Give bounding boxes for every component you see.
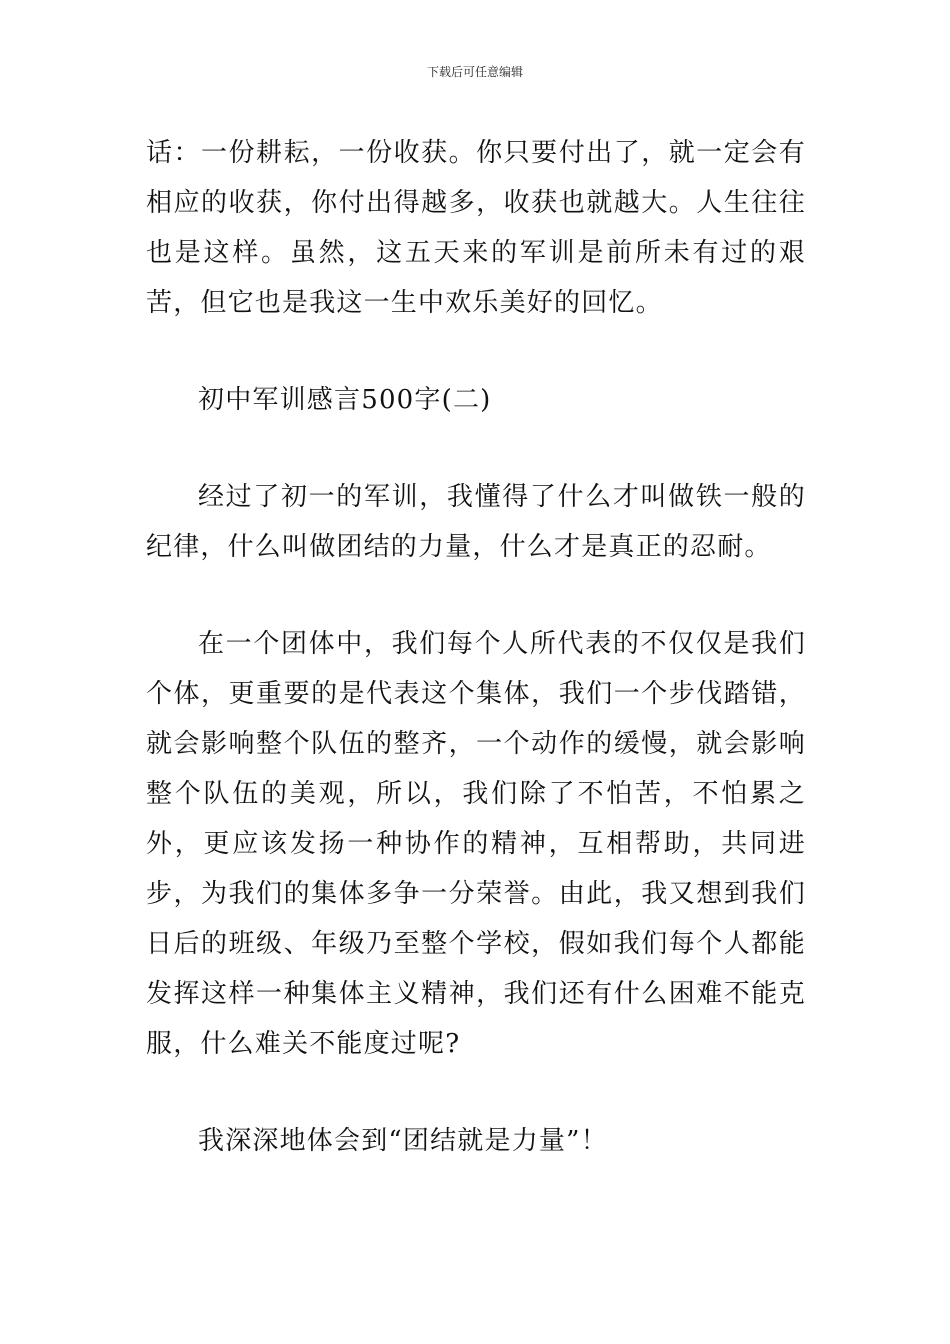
document-body <box>146 128 806 1166</box>
paragraph-discipline: 经过了初一的军训，我懂得了什么才叫做铁一般的纪律，什么叫做团结的力量，什么才是真正的忍耐。 <box>146 482 806 562</box>
paragraph-continuation: 话：一份耕耘，一份收获。你只要付出了，就一定会有相应的收获，你付出得越多，收获也就越大。人生往往也是这样。虽然，这五天来的军训是前所未有过的艰苦，但它也是我这一生中欢乐美好的回忆。 <box>146 138 806 318</box>
paragraph-teamwork: 在一个团体中，我们每个人所代表的不仅仅是我们个体，更重要的是代表这个集体，我们一个步伐踏错，就会影响整个队伍的整齐，一个动作的缓慢，就会影响整个队伍的美观，所以，我们除了不怕苦，不怕累之外，更应该发扬一种协作的精神，互相帮助，共同进步，为我们的集体多争一分荣誉。由此，我又想到我们日后的班级、年级乃至整个学校，假如我们每个人都能发挥这样一种集体主义精神，我们还有什么困难不能克服，什么难关不能度过呢? <box>146 629 806 1059</box>
paragraph-conclusion: 我深深地体会到“团结就是力量”！ <box>198 1126 608 1156</box>
section-heading: 初中军训感言500字(二) <box>198 385 492 415</box>
page-header: 下载后可任意编辑 <box>426 65 523 79</box>
